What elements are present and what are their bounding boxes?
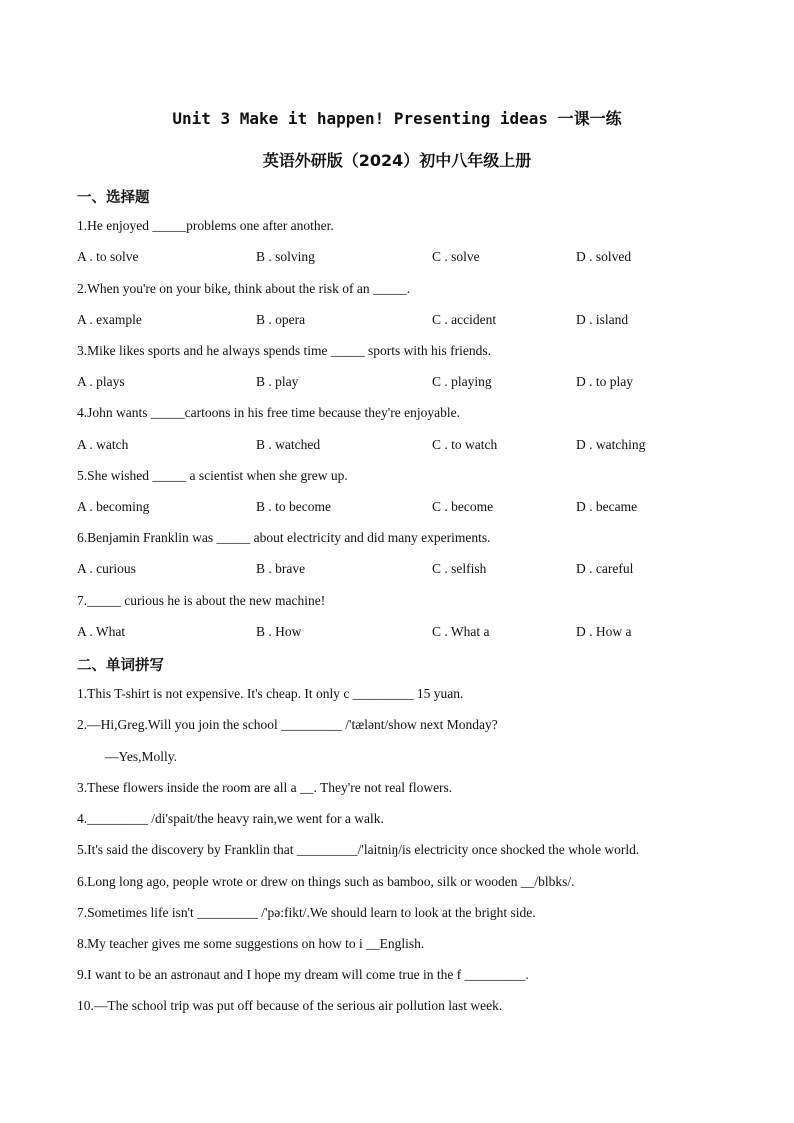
option-d: D . island	[576, 312, 629, 327]
option-a: A . example	[77, 312, 142, 327]
spelling-item: 2.—Hi,Greg.Will you join the school _________ /'tælənt/show next Monday?	[77, 717, 498, 732]
option-d: D . How a	[576, 624, 632, 639]
spelling-item-reply: —Yes,Molly.	[105, 749, 178, 764]
option-a: A . What	[77, 624, 126, 639]
question-stem: 1.He enjoyed _____problems one after another.	[77, 218, 334, 233]
option-b: B . play	[256, 374, 299, 389]
option-a: A . curious	[77, 561, 136, 576]
spelling-item: 3.These flowers inside the room are all a __. They're not real flowers.	[77, 780, 453, 795]
option-c: C . to watch	[432, 437, 498, 452]
option-c: C . accident	[432, 312, 497, 327]
spelling-item: 8.My teacher gives me some suggestions on how to i __English.	[77, 936, 425, 951]
option-b: B . How	[256, 624, 302, 639]
option-b: B . solving	[256, 249, 315, 264]
option-d: D . to play	[576, 374, 633, 389]
option-b: B . watched	[256, 437, 321, 452]
page-subtitle: 英语外研版（2024）初中八年级上册	[262, 151, 532, 170]
page-title: Unit 3 Make it happen! Presenting ideas 一课一练	[172, 109, 622, 128]
section-heading-multiple-choice: 一、选择题	[77, 190, 150, 206]
option-a: A . becoming	[77, 499, 150, 514]
option-a: A . watch	[77, 437, 129, 452]
option-c: C . playing	[432, 374, 492, 389]
question-stem: 3.Mike likes sports and he always spends time _____ sports with his friends.	[77, 343, 491, 358]
option-a: A . plays	[77, 374, 125, 389]
option-c: C . What a	[432, 624, 490, 639]
spelling-item: 7.Sometimes life isn't _________ /'pə:fikt/.We should learn to look at the bright side.	[77, 905, 536, 920]
option-d: D . careful	[576, 561, 634, 576]
question-stem: 2.When you're on your bike, think about the risk of an _____.	[77, 281, 411, 296]
option-b: B . to become	[256, 499, 331, 514]
spelling-item: 6.Long long ago, people wrote or drew on things such as bamboo, silk or wooden __/blbks/.	[77, 874, 575, 889]
option-c: C . solve	[432, 249, 480, 264]
question-stem: 5.She wished _____ a scientist when she grew up.	[77, 468, 348, 483]
spelling-item: 9.I want to be an astronaut and I hope my dream will come true in the f _________.	[77, 967, 529, 982]
spelling-item: 1.This T-shirt is not expensive. It's cheap. It only c _________ 15 yuan.	[77, 686, 464, 701]
section-heading-spelling: 二、单词拼写	[77, 658, 164, 674]
option-c: C . selfish	[432, 561, 487, 576]
question-stem: 4.John wants _____cartoons in his free time because they're enjoyable.	[77, 405, 460, 420]
spelling-item: 4._________ /di'spait/the heavy rain,we went for a walk.	[77, 811, 384, 826]
option-b: B . brave	[256, 561, 306, 576]
spelling-item: 10.—The school trip was put off because of the serious air pollution last week.	[77, 998, 503, 1013]
option-d: D . watching	[576, 437, 646, 452]
option-c: C . become	[432, 499, 494, 514]
option-b: B . opera	[256, 312, 306, 327]
option-d: D . became	[576, 499, 638, 514]
question-stem: 7._____ curious he is about the new machine!	[77, 593, 326, 608]
spelling-item: 5.It's said the discovery by Franklin that _________/'laitniŋ/is electricity once shocked the whole world.	[77, 842, 640, 857]
question-stem: 6.Benjamin Franklin was _____ about electricity and did many experiments.	[77, 530, 491, 545]
option-d: D . solved	[576, 249, 632, 264]
option-a: A . to solve	[77, 249, 139, 264]
